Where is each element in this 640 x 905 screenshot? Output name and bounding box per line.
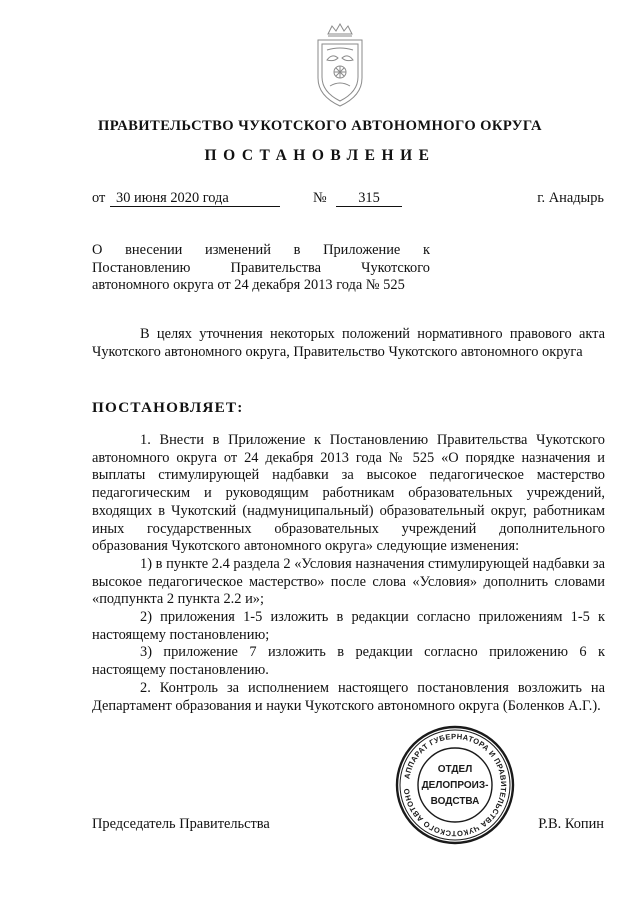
preamble-paragraph (92, 326, 605, 361)
document-city: г. Анадырь (537, 190, 604, 206)
decree-item: 1. Внести в Приложение к Постановлению Правительства Чукотского автономного округа от 24 декабря 2013 года № 525 «О порядке назначения и выплаты стимулирующей надбавки за высокое педагогическое мастерство педагогическим и руководящим работникам образовательных учреждений, входящих в Чукотский (надмуниципальный) образовательный округ, работникам иных государственных образовательных учреждений дополнительного образования Чукотского автономного округа» следующие изменения: (92, 432, 605, 555)
date-prefix: от (92, 190, 106, 206)
document-date: 30 июня 2020 года (110, 190, 280, 207)
decree-item: 2) приложения 1-5 изложить в редакции согласно приложениям 1-5 к настоящему постановлению; (92, 609, 605, 643)
organization-title: ПРАВИТЕЛЬСТВО ЧУКОТСКОГО АВТОНОМНОГО ОКРУГА (98, 118, 542, 134)
stamp-center-line: ОТДЕЛ (437, 764, 473, 775)
decree-item: 1) в пункте 2.4 раздела 2 «Условия назначения стимулирующей надбавки за высокое педагогическое мастерство» после слова «Условия» дополнить словами «подпункта 2 пункта 2.2 и»; (92, 555, 605, 608)
signatory-name: Р.В. Копин (538, 816, 604, 832)
stamp-center-line: ДЕЛОПРОИЗ- (421, 780, 489, 791)
document-subject: О внесении изменений в Приложение к Постановлению Правительства Чукотского автономного округа от 24 декабря 2013 года № 525 (92, 242, 430, 294)
decree-word: ПОСТАНОВЛЯЕТ: (92, 399, 244, 416)
document-type-heading: ПОСТАНОВЛЕНИЕ (204, 147, 436, 164)
stamp-center-line: ВОДСТВА (430, 796, 480, 807)
signatory-title: Председатель Правительства (92, 816, 270, 832)
decree-item: 2. Контроль за исполнением настоящего постановления возложить на Департамент образования и науки Чукотского автономного округа (Боленков А.Г.). (92, 679, 605, 714)
preamble-text: В целях уточнения некоторых положений нормативного правового акта Чукотского автономного округа, Правительство Чукотского автономного округа (92, 326, 605, 360)
coat-of-arms-emblem (300, 20, 380, 112)
decree-item: 3) приложение 7 изложить в редакции согласно приложению 6 к настоящему постановлению. (92, 644, 605, 679)
official-stamp (394, 724, 516, 846)
document-number: 315 (336, 190, 402, 207)
number-sign: № (313, 190, 327, 206)
decree-items (92, 432, 605, 715)
stamp-ring-text: АППАРАТ ГУБЕРНАТОРА И ПРАВИТЕЛЬСТВА ЧУКОТСКОГО АВТОНО (402, 731, 509, 839)
